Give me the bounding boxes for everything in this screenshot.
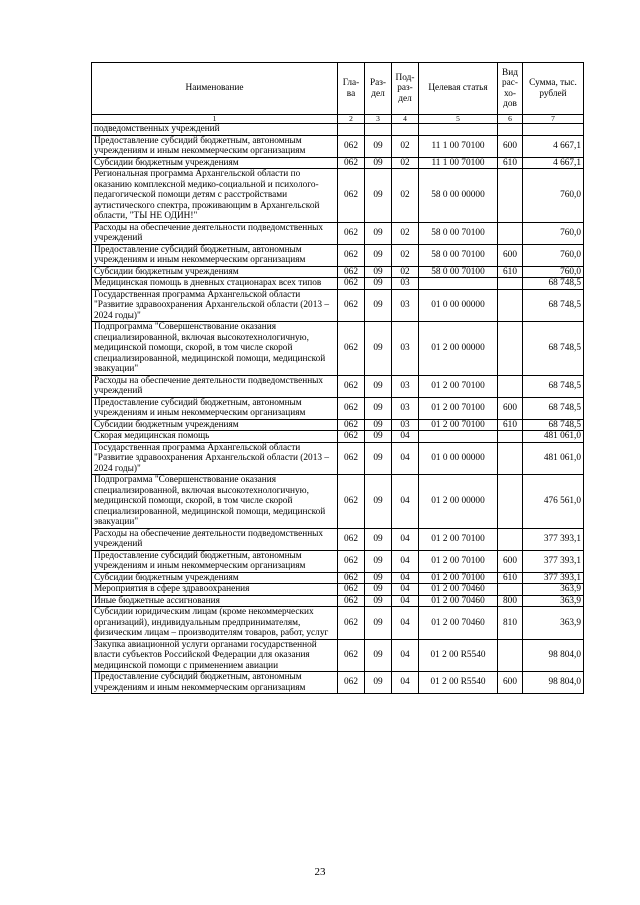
row-summa: 363,9 [523,595,584,607]
table-row [92,375,584,397]
row-summa: 760,0 [523,222,584,244]
row-name: Субсидии юридическим лицам (кроме некоммерческих организаций), индивидуальным предпринимателям, физическим лицам – производителям товаров, работ, услуг [92,607,338,640]
row-summa: 68 748,5 [523,322,584,376]
row-vid: 610 [498,419,523,431]
row-celevaya: 01 2 00 00000 [419,322,498,376]
row-glava: 062 [338,572,365,584]
row-razdel: 09 [365,584,392,596]
row-glava: 062 [338,475,365,529]
header-podrazdel: Под- раз- дел [392,63,419,115]
row-summa: 98 804,0 [523,672,584,694]
row-summa: 377 393,1 [523,572,584,584]
row-podrazdel: 04 [392,572,419,584]
row-razdel [365,124,392,136]
row-glava: 062 [338,550,365,572]
row-razdel: 09 [365,672,392,694]
row-razdel: 09 [365,322,392,376]
row-razdel: 09 [365,528,392,550]
row-podrazdel: 04 [392,442,419,475]
row-glava: 062 [338,419,365,431]
table-row [92,397,584,419]
row-summa: 760,0 [523,266,584,278]
column-number: 6 [498,115,523,124]
table-header-row [92,63,584,115]
row-glava: 062 [338,672,365,694]
table-row [92,222,584,244]
column-number-row [92,115,584,124]
table-row [92,289,584,322]
row-razdel: 09 [365,222,392,244]
row-razdel: 09 [365,266,392,278]
row-glava: 062 [338,322,365,376]
row-celevaya [419,278,498,290]
row-podrazdel: 03 [392,397,419,419]
row-glava: 062 [338,528,365,550]
row-celevaya: 01 2 00 70100 [419,528,498,550]
row-vid [498,375,523,397]
row-vid: 610 [498,266,523,278]
row-razdel: 09 [365,550,392,572]
row-name: Расходы на обеспечение деятельности подведомственных учреждений [92,222,338,244]
row-summa: 760,0 [523,244,584,266]
table-row [92,431,584,443]
row-glava: 062 [338,157,365,169]
row-podrazdel: 02 [392,157,419,169]
row-glava: 062 [338,266,365,278]
row-name: Иные бюджетные ассигнования [92,595,338,607]
row-name: Предоставление субсидий бюджетным, автономным учреждениям и иным некоммерческим организациям [92,672,338,694]
row-vid: 600 [498,672,523,694]
row-podrazdel: 04 [392,595,419,607]
row-razdel: 09 [365,135,392,157]
row-summa: 4 667,1 [523,157,584,169]
row-podrazdel: 03 [392,375,419,397]
row-vid: 600 [498,397,523,419]
row-vid [498,475,523,529]
row-vid: 610 [498,157,523,169]
row-summa: 68 748,5 [523,278,584,290]
row-vid [498,278,523,290]
row-podrazdel: 02 [392,135,419,157]
row-summa: 363,9 [523,584,584,596]
row-razdel: 09 [365,169,392,223]
row-vid [498,289,523,322]
row-summa: 98 804,0 [523,639,584,672]
row-celevaya: 01 2 00 70100 [419,419,498,431]
row-summa: 377 393,1 [523,528,584,550]
row-glava: 062 [338,607,365,640]
header-celevaya: Целевая статья [419,63,498,115]
row-celevaya: 01 2 00 70100 [419,550,498,572]
row-celevaya: 01 2 00 00000 [419,475,498,529]
row-name: Предоставление субсидий бюджетным, автономным учреждениям и иным некоммерческим организациям [92,397,338,419]
row-vid: 600 [498,244,523,266]
row-summa: 363,9 [523,607,584,640]
row-glava: 062 [338,289,365,322]
column-number: 7 [523,115,584,124]
row-podrazdel: 04 [392,528,419,550]
row-glava: 062 [338,442,365,475]
row-name: Предоставление субсидий бюджетным, автономным учреждениям и иным некоммерческим организациям [92,135,338,157]
row-celevaya: 58 0 00 70100 [419,222,498,244]
row-vid [498,442,523,475]
table-row [92,475,584,529]
row-razdel: 09 [365,157,392,169]
row-razdel: 09 [365,595,392,607]
row-razdel: 09 [365,442,392,475]
row-vid: 810 [498,607,523,640]
row-celevaya: 11 1 00 70100 [419,157,498,169]
table-row [92,607,584,640]
row-summa: 68 748,5 [523,375,584,397]
row-celevaya: 01 0 00 00000 [419,289,498,322]
table-row [92,169,584,223]
row-name: Предоставление субсидий бюджетным, автономным учреждениям и иным некоммерческим организациям [92,550,338,572]
row-name: Государственная программа Архангельской области "Развитие здравоохранения Архангельской области (2013 – 2024 годы)" [92,442,338,475]
table-row [92,244,584,266]
row-podrazdel: 04 [392,607,419,640]
row-podrazdel: 04 [392,584,419,596]
row-razdel: 09 [365,475,392,529]
page-number: 23 [314,866,326,878]
table-row [92,278,584,290]
row-vid: 600 [498,135,523,157]
header-glava: Гла- ва [338,63,365,115]
row-celevaya: 01 2 00 R5540 [419,639,498,672]
row-razdel: 09 [365,244,392,266]
row-celevaya: 01 2 00 70100 [419,397,498,419]
table-row [92,639,584,672]
row-name: Скорая медицинская помощь [92,431,338,443]
row-razdel: 09 [365,639,392,672]
header-vid: Вид рас- хо- дов [498,63,523,115]
row-summa: 4 667,1 [523,135,584,157]
row-summa: 377 393,1 [523,550,584,572]
row-name: Субсидии бюджетным учреждениям [92,157,338,169]
row-podrazdel: 03 [392,419,419,431]
row-name: подведомственных учреждений [92,124,338,136]
row-podrazdel: 02 [392,266,419,278]
row-podrazdel: 02 [392,169,419,223]
row-name: Региональная программа Архангельской области по оказанию комплексной медико-социальной и психолого-педагогической помощи детям с расстройствами аутистического спектра, проживающим в Архангельской области, "ТЫ НЕ ОДИН!" [92,169,338,223]
row-podrazdel: 04 [392,431,419,443]
row-name: Мероприятия в сфере здравоохранения [92,584,338,596]
row-podrazdel: 03 [392,322,419,376]
row-summa: 68 748,5 [523,397,584,419]
row-vid [498,322,523,376]
row-summa: 476 561,0 [523,475,584,529]
row-vid: 610 [498,572,523,584]
row-celevaya: 58 0 00 70100 [419,266,498,278]
row-glava: 062 [338,135,365,157]
row-summa: 68 748,5 [523,289,584,322]
row-summa [523,124,584,136]
row-celevaya: 01 0 00 00000 [419,442,498,475]
row-razdel: 09 [365,397,392,419]
table-row [92,157,584,169]
row-glava [338,124,365,136]
row-vid: 600 [498,550,523,572]
header-razdel: Раз- дел [365,63,392,115]
row-podrazdel: 03 [392,289,419,322]
row-celevaya: 58 0 00 70100 [419,244,498,266]
row-vid [498,222,523,244]
header-name: Наименование [92,63,338,115]
row-celevaya: 58 0 00 00000 [419,169,498,223]
row-glava: 062 [338,375,365,397]
row-podrazdel: 04 [392,550,419,572]
row-razdel: 09 [365,375,392,397]
table-row [92,322,584,376]
row-glava: 062 [338,278,365,290]
row-name: Предоставление субсидий бюджетным, автономным учреждениям и иным некоммерческим организациям [92,244,338,266]
row-name: Субсидии бюджетным учреждениям [92,266,338,278]
row-summa: 481 061,0 [523,442,584,475]
row-podrazdel: 03 [392,278,419,290]
column-number: 4 [392,115,419,124]
row-podrazdel: 04 [392,639,419,672]
row-name: Подпрограмма "Совершенствование оказания специализированной, включая высокотехнологичную, медицинской помощи, скорой, в том числе скорой специализированной, медицинской помощи, медицинской эвакуации" [92,475,338,529]
row-glava: 062 [338,584,365,596]
row-podrazdel [392,124,419,136]
row-podrazdel: 02 [392,244,419,266]
row-podrazdel: 04 [392,672,419,694]
row-celevaya [419,124,498,136]
budget-table [91,62,584,694]
row-name: Подпрограмма "Совершенствование оказания специализированной, включая высокотехнологичную, медицинской помощи, скорой, в том числе скорой специализированной, медицинской помощи, медицинской эвакуации" [92,322,338,376]
row-vid [498,169,523,223]
row-name: Субсидии бюджетным учреждениям [92,572,338,584]
row-glava: 062 [338,639,365,672]
table-row [92,528,584,550]
header-summa: Сумма, тыс. рублей [523,63,584,115]
row-celevaya: 01 2 00 70460 [419,607,498,640]
row-glava: 062 [338,397,365,419]
table-row [92,419,584,431]
row-vid [498,584,523,596]
row-celevaya [419,431,498,443]
row-glava: 062 [338,244,365,266]
column-number: 2 [338,115,365,124]
row-razdel: 09 [365,607,392,640]
table-row [92,124,584,136]
row-razdel: 09 [365,419,392,431]
row-razdel: 09 [365,278,392,290]
row-celevaya: 01 2 00 70100 [419,572,498,584]
row-vid [498,431,523,443]
row-name: Субсидии бюджетным учреждениям [92,419,338,431]
table-row [92,595,584,607]
row-podrazdel: 02 [392,222,419,244]
row-celevaya: 11 1 00 70100 [419,135,498,157]
table-row [92,266,584,278]
table-row [92,442,584,475]
row-glava: 062 [338,169,365,223]
row-celevaya: 01 2 00 70460 [419,595,498,607]
row-summa: 68 748,5 [523,419,584,431]
row-summa: 481 061,0 [523,431,584,443]
row-vid: 800 [498,595,523,607]
row-razdel: 09 [365,572,392,584]
row-summa: 760,0 [523,169,584,223]
row-glava: 062 [338,595,365,607]
row-razdel: 09 [365,431,392,443]
row-vid [498,528,523,550]
row-name: Медицинская помощь в дневных стационарах всех типов [92,278,338,290]
row-name: Расходы на обеспечение деятельности подведомственных учреждений [92,375,338,397]
row-razdel: 09 [365,289,392,322]
table-row [92,572,584,584]
row-name: Закупка авиационной услуги органами государственной власти субъектов Российской Федерации для оказания медицинской помощи с применением авиации [92,639,338,672]
row-celevaya: 01 2 00 70100 [419,375,498,397]
table-row [92,584,584,596]
column-number: 3 [365,115,392,124]
row-glava: 062 [338,431,365,443]
row-name: Расходы на обеспечение деятельности подведомственных учреждений [92,528,338,550]
row-vid [498,124,523,136]
table-row [92,135,584,157]
column-number: 1 [92,115,338,124]
row-glava: 062 [338,222,365,244]
table-row [92,550,584,572]
table-body [92,124,584,694]
row-celevaya: 01 2 00 70460 [419,584,498,596]
row-name: Государственная программа Архангельской области "Развитие здравоохранения Архангельской области (2013 – 2024 годы)" [92,289,338,322]
row-celevaya: 01 2 00 R5540 [419,672,498,694]
row-vid [498,639,523,672]
row-podrazdel: 04 [392,475,419,529]
column-number: 5 [419,115,498,124]
table-row [92,672,584,694]
